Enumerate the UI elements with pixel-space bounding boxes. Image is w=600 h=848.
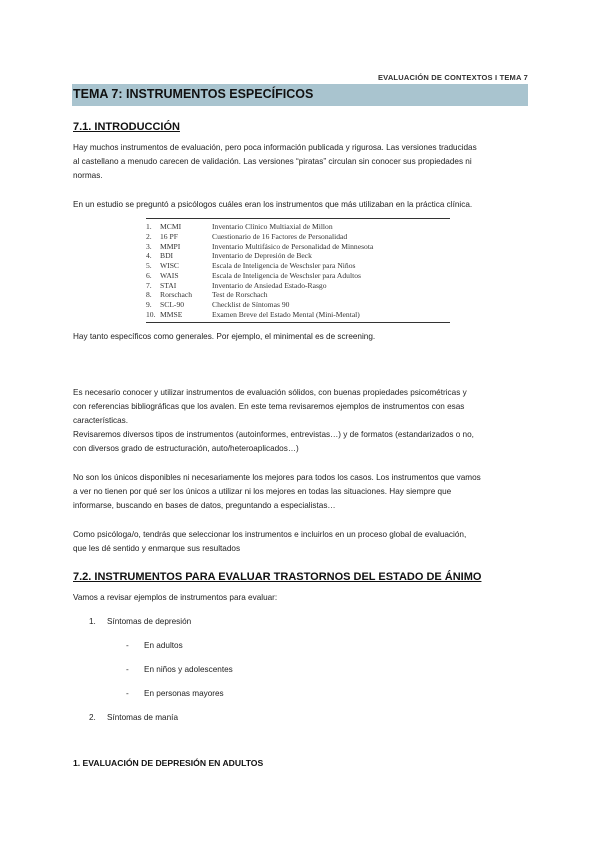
row-number: 1. xyxy=(146,222,152,231)
table-row xyxy=(146,222,450,232)
paragraph-estudio xyxy=(73,198,531,212)
row-number: 2. xyxy=(146,231,152,241)
text-line: Como psicóloga/o, tendrás que seleccionar los instrumentos e incluirlos en un proceso global de evaluación, xyxy=(73,530,467,539)
list-item-text: Síntomas de depresión xyxy=(107,617,192,626)
row-number: 8. xyxy=(146,290,152,300)
text-line: En un estudio se preguntó a psicólogos cuáles eran los instrumentos que más utilizaban en la práctica clínica. xyxy=(73,200,473,209)
list-item xyxy=(89,617,191,626)
row-description: Inventario Multifásico de Personalidad de Minnesota xyxy=(212,241,374,251)
section-heading-trastornos: 7.2. INSTRUMENTOS PARA EVALUAR TRASTORNOS DEL ESTADO DE ÁNIMO xyxy=(73,571,482,583)
table-row xyxy=(146,261,450,271)
table-row xyxy=(146,290,450,300)
row-number: 9. xyxy=(146,300,152,309)
text-line: Hay tanto específicos como generales. Por ejemplo, el minimental es de screening. xyxy=(73,332,376,341)
row-abbreviation: 16 PF xyxy=(160,231,178,241)
table-row xyxy=(146,232,450,242)
list-item-text: En personas mayores xyxy=(144,689,224,698)
row-abbreviation: WISC xyxy=(160,261,179,270)
row-number: 10. xyxy=(146,309,156,319)
text-line: con referencias bibliográficas que los avalen. En este tema revisaremos ejemplos de instrumentos con esas xyxy=(73,402,465,411)
list-item-text: En niños y adolescentes xyxy=(144,665,233,674)
row-abbreviation: WAIS xyxy=(160,270,179,280)
table-row xyxy=(146,310,450,320)
row-description: Checklist de Síntomas 90 xyxy=(212,300,290,309)
table-row xyxy=(146,281,450,291)
sub-list-item xyxy=(126,641,183,650)
bullet-dash: - xyxy=(126,689,129,698)
table-row xyxy=(146,300,450,310)
bullet-dash: - xyxy=(126,641,129,650)
paragraph-psicologa xyxy=(73,528,531,556)
text-line: características. xyxy=(73,416,129,425)
instruments-table xyxy=(146,218,450,323)
row-number: 4. xyxy=(146,251,152,261)
paragraph-vamos-a-revisar xyxy=(73,591,531,605)
row-abbreviation: MMPI xyxy=(160,241,181,251)
row-description: Inventario de Ansiedad Estado-Rasgo xyxy=(212,280,327,290)
row-number: 7. xyxy=(146,280,152,290)
text-line: No son los únicos disponibles ni necesariamente los mejores para todos los casos. Los instrumentos que vamos xyxy=(73,473,481,482)
text-line: Es necesario conocer y utilizar instrumentos de evaluación sólidos, con buenas propiedades psicométricas y xyxy=(73,388,467,397)
row-abbreviation: BDI xyxy=(160,251,174,261)
topic-title: TEMA 7: INSTRUMENTOS ESPECÍFICOS xyxy=(73,87,314,101)
list-number: 2. xyxy=(89,713,96,722)
paragraph-no-son-unicos xyxy=(73,471,531,513)
row-description: Escala de Inteligencia de Weschsler para Adultos xyxy=(212,270,361,280)
row-abbreviation: MCMI xyxy=(160,222,182,231)
table-row xyxy=(146,271,450,281)
row-number: 3. xyxy=(146,241,152,251)
row-abbreviation: STAI xyxy=(160,280,177,290)
list-item-text: En adultos xyxy=(144,641,183,650)
row-abbreviation: SCL-90 xyxy=(160,300,185,309)
subsection-heading: 1. EVALUACIÓN DE DEPRESIÓN EN ADULTOS xyxy=(73,758,264,768)
text-line: Revisaremos diversos tipos de instrumentos (autoinformes, entrevistas…) y de formatos (estandarizados o no, xyxy=(73,430,474,439)
table-row xyxy=(146,242,450,252)
bullet-dash: - xyxy=(126,665,129,674)
paragraph-necesario xyxy=(73,386,531,456)
table-row xyxy=(146,251,450,261)
row-number: 6. xyxy=(146,270,152,280)
row-number: 5. xyxy=(146,261,152,270)
row-abbreviation: Rorschach xyxy=(160,290,193,300)
topic-title-bar xyxy=(72,84,528,106)
list-number: 1. xyxy=(89,617,96,626)
running-header: EVALUACIÓN DE CONTEXTOS I TEMA 7 xyxy=(377,73,528,82)
paragraph-instrumentos xyxy=(73,141,531,183)
section-heading-introduccion: 7.1. INTRODUCCIÓN xyxy=(73,121,180,133)
row-description: Inventario de Depresión de Beck xyxy=(212,251,312,261)
row-description: Test de Rorschach xyxy=(212,290,268,300)
row-description: Examen Breve del Estado Mental (Mini-Mental) xyxy=(212,309,360,319)
text-line: al castellano a menudo carecen de validación. Las versiones “piratas” circulan sin conocer sus propiedades ni xyxy=(73,157,472,166)
sub-list-item xyxy=(126,665,233,674)
text-line: que les dé sentido y enmarque sus resultados xyxy=(73,544,241,553)
text-line: normas. xyxy=(73,171,103,180)
row-abbreviation: MMSE xyxy=(160,309,183,319)
text-line: a ver no tienen por qué ser los únicos a utilizar ni los mejores en todas las situaciones. Hay siempre que xyxy=(73,487,452,496)
text-line: Hay muchos instrumentos de evaluación, pero poca información publicada y rigurosa. Las versiones traducidas xyxy=(73,143,477,152)
list-item-text: Síntomas de manía xyxy=(107,713,178,722)
sub-list-item xyxy=(126,689,224,698)
list-item xyxy=(89,713,178,722)
text-line: con diversos grado de estructuración, auto/heteroaplicados…) xyxy=(73,444,299,453)
row-description: Inventario Clínico Multiaxial de Millon xyxy=(212,222,333,231)
row-description: Escala de Inteligencia de Weschsler para Niños xyxy=(212,261,356,270)
row-description: Cuestionario de 16 Factores de Personalidad xyxy=(212,231,348,241)
paragraph-especificos xyxy=(73,330,531,344)
text-line: Vamos a revisar ejemplos de instrumentos para evaluar: xyxy=(73,593,278,602)
text-line: informarse, buscando en bases de datos, preguntando a especialistas… xyxy=(73,501,336,510)
